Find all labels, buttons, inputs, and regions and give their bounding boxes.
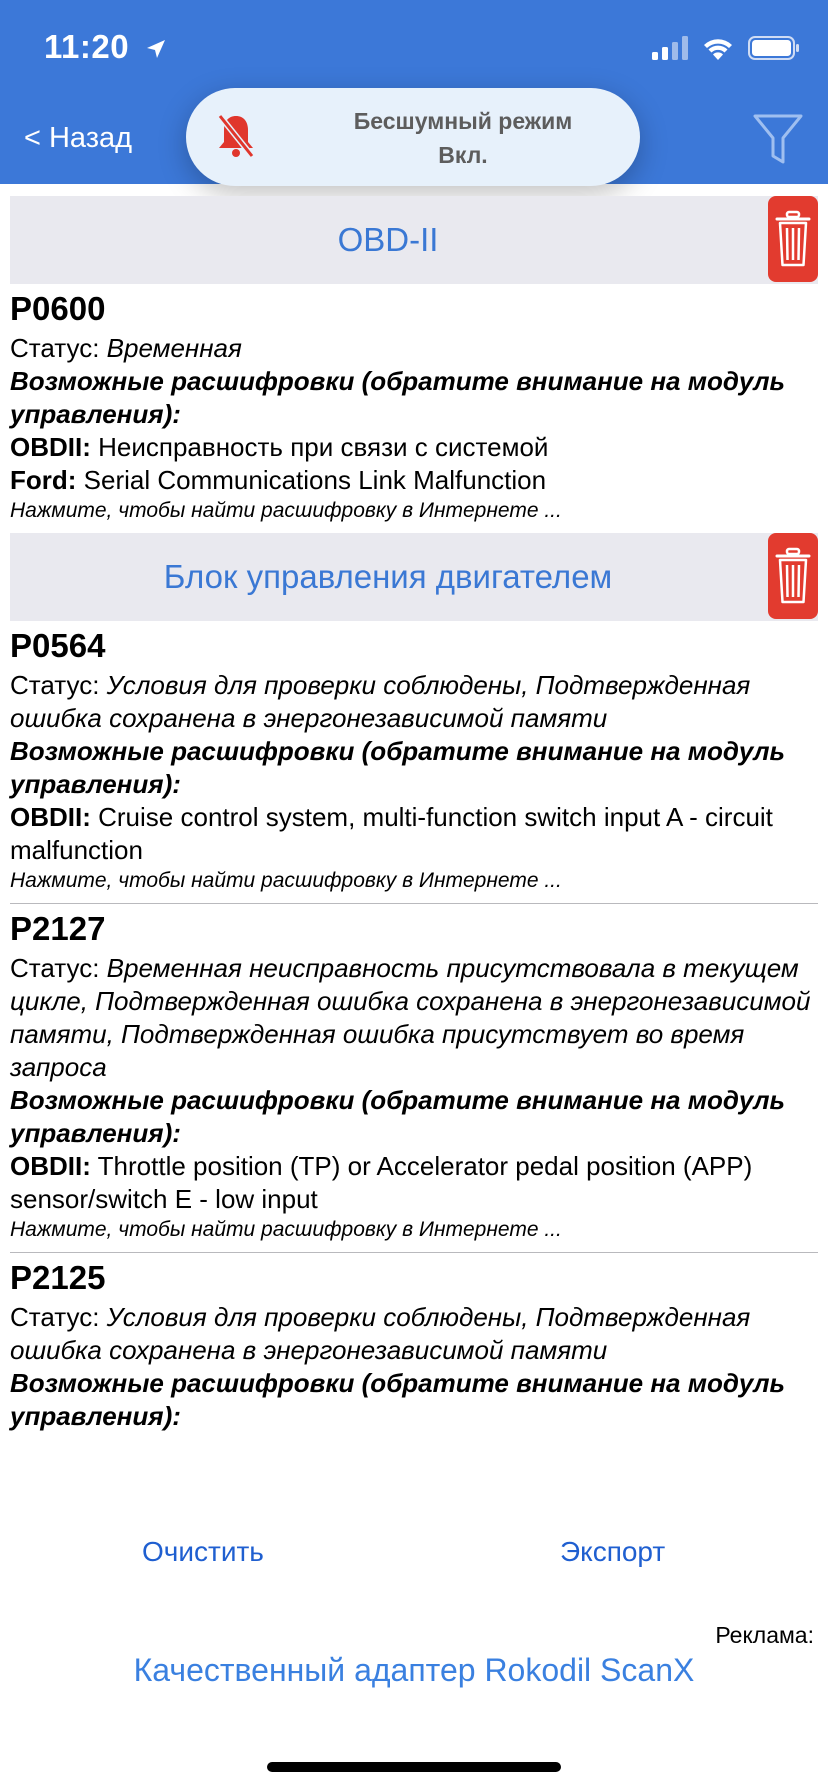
status-time bbox=[44, 28, 167, 68]
clear-button[interactable]: Очистить bbox=[142, 1536, 264, 1567]
decode-source: OBDII: bbox=[10, 432, 91, 462]
status-value: Временная неисправность присутствовала в текущем цикле, Подтвержденная ошибка сохранена в энергонезависимой памяти, Подтвержденная ошибка присутствует во время запроса bbox=[10, 953, 811, 1082]
status-label: Статус: bbox=[10, 333, 100, 363]
section-title: Блок управления двигателем bbox=[163, 558, 613, 595]
decode-line bbox=[10, 1150, 814, 1216]
dtc-code: P2127 bbox=[10, 910, 106, 947]
possible-decodes-heading: Возможные расшифровки (обратите внимание на модуль управления): bbox=[10, 366, 785, 429]
possible-decodes-heading: Возможные расшифровки (обратите внимание на модуль управления): bbox=[10, 736, 785, 799]
dtc-item[interactable] bbox=[0, 284, 828, 533]
section-title: OBD-II bbox=[337, 221, 439, 258]
section-header-engine bbox=[10, 533, 818, 621]
toast-subtitle: Вкл. bbox=[438, 142, 488, 168]
status-label: Статус: bbox=[10, 1302, 100, 1332]
toast-title: Бесшумный режим bbox=[353, 108, 573, 134]
decode-text: Неисправность при связи с системой bbox=[98, 432, 549, 462]
dtc-item[interactable] bbox=[0, 621, 828, 903]
section-header-obd2 bbox=[10, 196, 818, 284]
decode-text: Throttle position (TP) or Accelerator pedal position (APP) sensor/switch E - low input bbox=[10, 1151, 753, 1214]
decode-source: Ford: bbox=[10, 465, 77, 495]
status-icons bbox=[652, 36, 800, 65]
possible-decodes-heading: Возможные расшифровки (обратите внимание на модуль управления): bbox=[10, 1085, 785, 1148]
back-button[interactable]: < Назад bbox=[24, 122, 133, 154]
dtc-code: P0564 bbox=[10, 627, 106, 664]
status-time-text: 11:20 bbox=[44, 28, 130, 65]
dtc-item[interactable] bbox=[0, 1253, 828, 1441]
dtc-item[interactable] bbox=[0, 904, 828, 1252]
wifi-icon bbox=[702, 36, 734, 65]
decode-source: OBDII: bbox=[10, 802, 91, 832]
possible-decodes-heading: Возможные расшифровки (обратите внимание на модуль управления): bbox=[10, 1368, 785, 1431]
cellular-signal-icon bbox=[652, 36, 688, 65]
decode-line bbox=[10, 801, 814, 867]
silent-mode-toast bbox=[186, 88, 640, 186]
dtc-status bbox=[10, 1301, 814, 1367]
dtc-code: P0600 bbox=[10, 290, 106, 327]
delete-section-button[interactable] bbox=[768, 533, 818, 619]
status-value: Условия для проверки соблюдены, Подтвержденная ошибка сохранена в энергонезависимой памяти bbox=[10, 670, 751, 733]
search-online-link[interactable]: Нажмите, чтобы найти расшифровку в Интернете ... bbox=[10, 1218, 562, 1241]
decode-text: Cruise control system, multi-function switch input A - circuit malfunction bbox=[10, 802, 773, 865]
dtc-status bbox=[10, 332, 814, 365]
export-button[interactable]: Экспорт bbox=[560, 1536, 666, 1567]
trash-icon bbox=[775, 547, 811, 605]
decode-line bbox=[10, 431, 814, 464]
filter-icon[interactable] bbox=[752, 112, 804, 168]
decode-line bbox=[10, 464, 814, 497]
dtc-list[interactable] bbox=[0, 184, 828, 1486]
decode-text: Serial Communications Link Malfunction bbox=[83, 465, 547, 495]
location-arrow-icon bbox=[145, 30, 167, 68]
search-online-link[interactable]: Нажмите, чтобы найти расшифровку в Интернете ... bbox=[10, 869, 562, 892]
search-online-link[interactable]: Нажмите, чтобы найти расшифровку в Интернете ... bbox=[10, 499, 562, 522]
home-indicator[interactable] bbox=[267, 1762, 561, 1772]
status-label: Статус: bbox=[10, 670, 100, 700]
dtc-code: P2125 bbox=[10, 1259, 106, 1296]
battery-icon bbox=[748, 36, 800, 65]
ad-label: Реклама: bbox=[715, 1622, 814, 1648]
status-label: Статус: bbox=[10, 953, 100, 983]
delete-section-button[interactable] bbox=[768, 196, 818, 282]
dtc-status bbox=[10, 669, 814, 735]
decode-source: OBDII: bbox=[10, 1151, 91, 1181]
trash-icon bbox=[775, 210, 811, 268]
status-value: Временная bbox=[106, 333, 242, 363]
ad-link[interactable]: Качественный адаптер Rokodil ScanX bbox=[133, 1652, 695, 1688]
dtc-status bbox=[10, 952, 814, 1084]
status-value: Условия для проверки соблюдены, Подтвержденная ошибка сохранена в энергонезависимой памяти bbox=[10, 1302, 751, 1365]
